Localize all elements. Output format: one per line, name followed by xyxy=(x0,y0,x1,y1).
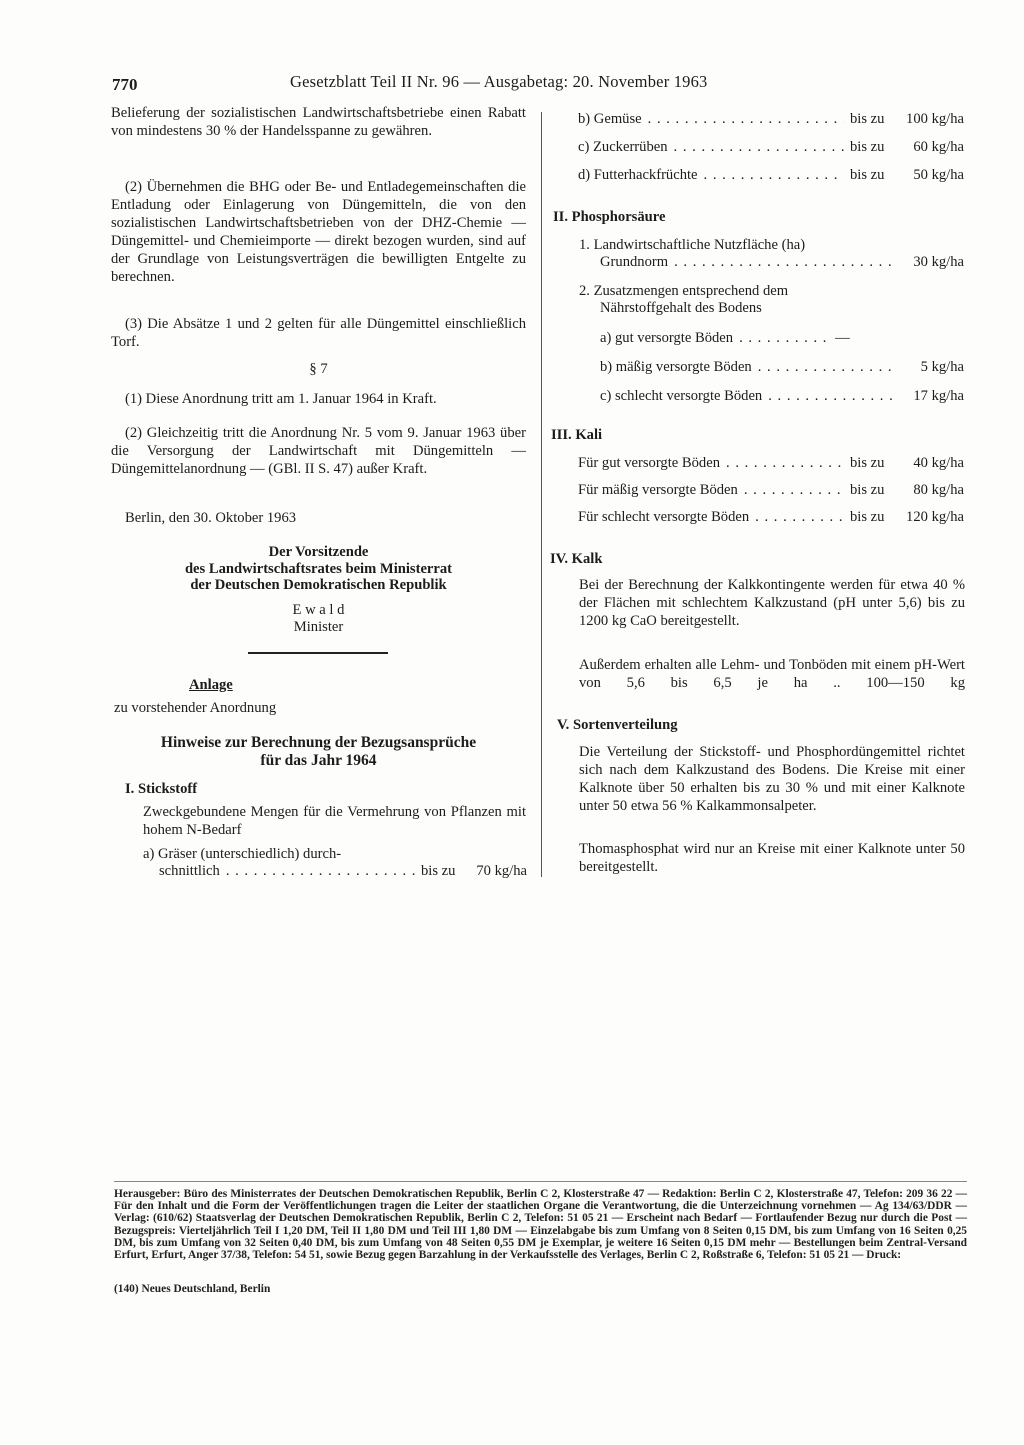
stickstoff-heading: I. Stickstoff xyxy=(125,781,198,797)
stickstoff-list xyxy=(578,110,964,184)
item-value: 100 kg/ha xyxy=(906,111,964,127)
footer-imprint: Herausgeber: Büro des Ministerrates der Deutschen Demokratischen Republik, Berlin C 2, Klosterstraße 47 — Redaktion: Berlin C 2, Klosterstraße 47, Telefon: 209 36 22 — Für den Inhalt und die Form der Veröffentlichungen tragen die Leiter der staatlichen Organe die Verantwortung, die die Unterzeichnung vornehmen — Ag 134/63/DDR — Verlag: (610/62) Staatsverlag der Deutschen Demokratischen Republik, Berlin C 2, Telefon: 51 05 21 — Erscheint nach Bedarf — Fortlaufender Bezug nur durch die Post — Bezugspreis: Vierteljährlich Teil I 1,20 DM, Teil II 1,80 DM und Teil III 1,80 DM — Einzelabgabe bis zum Umfang von 8 Seiten 0,15 DM, bis zum Umfang von 16 Seiten 0,25 DM, bis zum Umfang von 32 Seiten 0,40 DM, bis zum Umfang von 48 Seiten 0,55 DM je Exemplar, je weitere 16 Seiten 0,15 DM mehr — Bestellungen beim Zentral-Versand Erfurt, Erfurt, Anger 37/38, Telefon: 54 51, sowie Bezug gegen Barzahlung in der Verkaufsstelle des Verlages, Berlin C 2, Roßstraße 6, Telefon: 51 05 21 — Druck: xyxy=(114,1188,967,1262)
leader-dots xyxy=(226,862,415,880)
section-heading: § 7 xyxy=(309,361,328,377)
paragraph-2: (2) Übernehmen die BHG oder Be- und Entladegemeinschaften die Entladung oder Einlagerung von Düngemitteln, die von den sozialistischen Landwirtschaftsbetrieben von der DHZ-Chemie — Düngemittel- und Chemieimporte — direkt bezogen wurden, sind auf der Grundlage von Leistungsverträgen die bewilligten Entgelte zu berechnen. xyxy=(111,179,526,285)
list-item xyxy=(600,329,964,347)
kali-heading: III. Kali xyxy=(551,427,603,443)
column-divider xyxy=(541,112,542,877)
phosphor-soil-list xyxy=(600,329,964,405)
kali-value: 120 kg/ha xyxy=(906,509,964,525)
list-item xyxy=(578,110,964,128)
kali-list xyxy=(578,454,964,526)
annex-title-line-1: Hinweise zur Berechnung der Bezugsansprüche xyxy=(160,734,477,751)
leader-dots xyxy=(704,166,844,184)
list-item xyxy=(578,508,964,526)
paragraph-7-1: (1) Diese Anordnung tritt am 1. Januar 1964 in Kraft. xyxy=(125,391,437,407)
soil-value: — xyxy=(835,330,850,346)
phosphor-1-line-1: 1. Landwirtschaftliche Nutzfläche (ha) xyxy=(579,237,806,253)
signatory-title-3: der Deutschen Demokratischen Republik xyxy=(190,577,447,593)
separator-rule xyxy=(248,652,388,654)
soil-label: a) gut versorgte Böden xyxy=(600,330,734,346)
leader-dots xyxy=(755,508,844,526)
running-title: Gesetzblatt Teil II Nr. 96 — Ausgabetag: 20. November 1963 xyxy=(290,72,708,91)
item-label: c) Zuckerrüben xyxy=(578,139,668,155)
signatory-title-1: Der Vorsitzende xyxy=(268,544,369,560)
kali-label: Für schlecht versorgte Böden xyxy=(578,509,750,525)
grundnorm-label: Grundnorm xyxy=(600,254,669,270)
sorten-paragraph-1: Die Verteilung der Stickstoff- und Phosphordüngemittel richtet sich nach dem Kalkzustand des Bodens. Die Kreise mit einer Kalknote über 50 erhalten bis zu 30 % und mit einer Kalknote unter 50 etwa 56 % Kalkammonsalpeter. xyxy=(579,744,965,814)
graeser-line-1: a) Gräser (unterschiedlich) durch- xyxy=(143,846,342,862)
leader-dots xyxy=(674,253,894,271)
list-item xyxy=(578,454,964,472)
item-value: 50 kg/ha xyxy=(913,167,964,183)
leader-dots xyxy=(768,387,894,405)
graeser-label: schnittlich xyxy=(159,863,220,879)
page-number: 770 xyxy=(112,75,138,94)
leader-dots xyxy=(739,329,829,347)
signatory-role: Minister xyxy=(293,619,344,635)
soil-value: 5 kg/ha xyxy=(920,359,964,375)
leader-dots xyxy=(758,358,894,376)
place-date: Berlin, den 30. Oktober 1963 xyxy=(125,510,297,526)
paragraph-7-2: (2) Gleichzeitig tritt die Anordnung Nr. 5 vom 9. Januar 1963 über die Versorgung der Landwirtschaft mit Düngemitteln — Düngemittelanordnung — (GBl. II S. 47) außer Kraft. xyxy=(111,425,526,477)
list-item xyxy=(578,138,964,156)
list-item xyxy=(600,358,964,376)
item-label: b) Gemüse xyxy=(578,111,642,127)
sorten-paragraph-2: Thomasphosphat wird nur an Kreise mit einer Kalknote unter 50 bereitgestellt. xyxy=(579,841,965,875)
phosphor-2-line-1: 2. Zusatzmengen entsprechend dem xyxy=(579,283,789,299)
kali-label: Für mäßig versorgte Böden xyxy=(578,482,738,498)
graeser-bis: bis zu xyxy=(421,863,456,879)
soil-label: b) mäßig versorgte Böden xyxy=(600,359,752,375)
list-item xyxy=(578,481,964,499)
graeser-row xyxy=(159,862,527,880)
kali-bis: bis zu xyxy=(850,509,885,525)
kali-value: 80 kg/ha xyxy=(913,482,964,498)
leader-dots xyxy=(744,481,844,499)
signatory-name: E w a l d xyxy=(292,602,345,618)
leader-dots xyxy=(674,138,844,156)
signatory-title-2: des Landwirtschaftsrates beim Ministerrat xyxy=(184,561,453,577)
stickstoff-intro: Zweckgebundene Mengen für die Vermehrung von Pflanzen mit hohem N-Bedarf xyxy=(143,804,526,838)
grundnorm-value: 30 kg/ha xyxy=(913,254,964,270)
item-bis: bis zu xyxy=(850,167,885,183)
soil-label: c) schlecht versorgte Böden xyxy=(600,388,763,404)
phosphor-2-line-2: Nährstoffgehalt des Bodens xyxy=(600,300,762,316)
list-item xyxy=(600,387,964,405)
graeser-value: 70 kg/ha xyxy=(476,863,527,879)
footer-printer: (140) Neues Deutschland, Berlin xyxy=(114,1283,271,1295)
item-bis: bis zu xyxy=(850,111,885,127)
annex-title-line-2: für das Jahr 1964 xyxy=(260,752,377,769)
kalk-paragraph-1: Bei der Berechnung der Kalkkontingente werden für etwa 40 % der Flächen mit schlechtem Kalkzustand (pH unter 5,6) bis zu 1200 kg CaO bereitgestellt. xyxy=(579,577,965,629)
kalk-heading: IV. Kalk xyxy=(550,551,603,567)
leader-dots xyxy=(726,454,844,472)
anlage-heading: Anlage xyxy=(189,677,233,693)
phosphor-grundnorm-row xyxy=(600,253,964,271)
item-value: 60 kg/ha xyxy=(913,139,964,155)
paragraph-rabatt: Belieferung der sozialistischen Landwirtschaftsbetriebe einen Rabatt von mindestens 30 % der Handelsspanne zu gewähren. xyxy=(111,105,526,139)
kali-value: 40 kg/ha xyxy=(913,455,964,471)
item-bis: bis zu xyxy=(850,139,885,155)
kalk-paragraph-2: Außerdem erhalten alle Lehm- und Tonböden mit einem pH-Wert von 5,6 bis 6,5 je ha .. 100—150 kg xyxy=(579,657,965,691)
soil-value: 17 kg/ha xyxy=(913,388,964,404)
phosphor-heading: II. Phosphorsäure xyxy=(553,209,666,225)
kali-label: Für gut versorgte Böden xyxy=(578,455,721,471)
list-item xyxy=(578,166,964,184)
kali-bis: bis zu xyxy=(850,455,885,471)
footer-rule xyxy=(114,1181,967,1182)
sorten-heading: V. Sortenverteilung xyxy=(557,717,678,733)
anlage-subheading: zu vorstehender Anordnung xyxy=(114,700,277,716)
paragraph-3: (3) Die Absätze 1 und 2 gelten für alle Düngemittel einschließlich Torf. xyxy=(111,316,526,350)
kali-bis: bis zu xyxy=(850,482,885,498)
item-label: d) Futterhackfrüchte xyxy=(578,167,698,183)
leader-dots xyxy=(648,110,844,128)
